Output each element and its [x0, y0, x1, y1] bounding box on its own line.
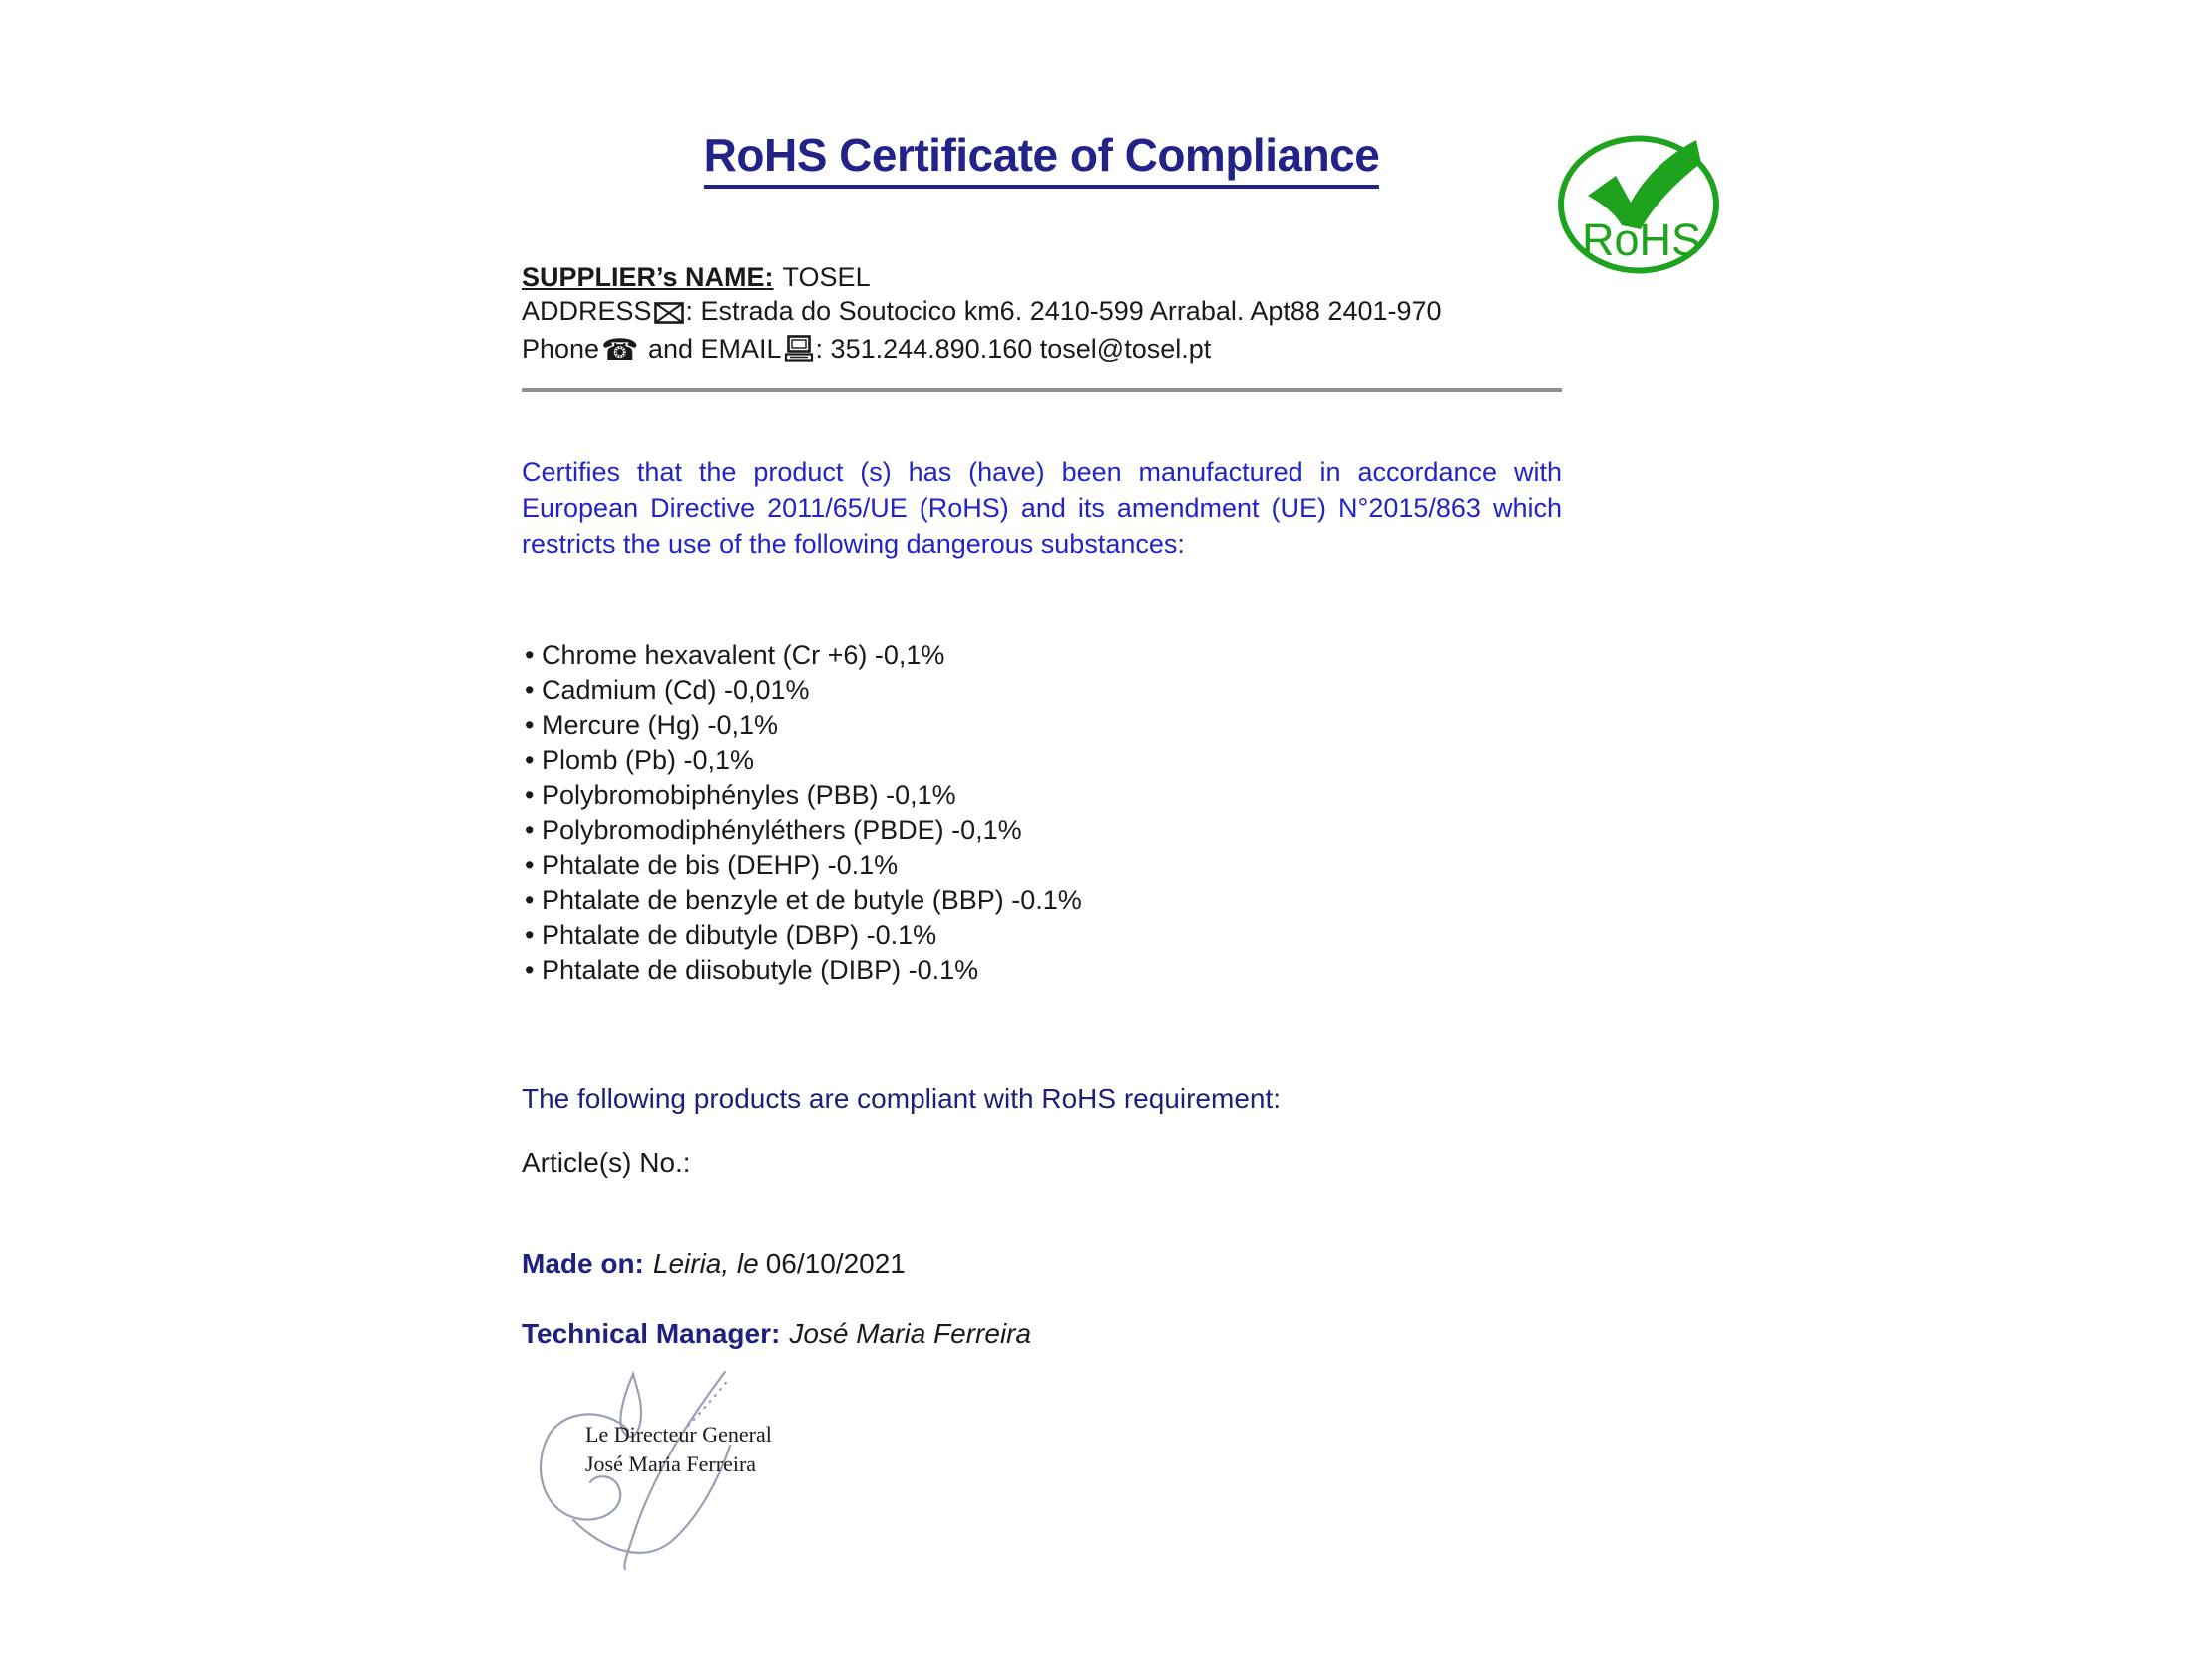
supplier-contact-row [522, 332, 1562, 370]
contact-value: : 351.244.890.160 tosel@tosel.pt [815, 334, 1212, 364]
page-title: RoHS Certificate of Compliance [704, 128, 1380, 189]
supplier-name-row [522, 260, 1562, 294]
rohs-logo [1556, 130, 1727, 281]
address-label: ADDRESS [522, 296, 652, 326]
supplier-address-row [522, 294, 1562, 332]
substance-item: • Cadmium (Cd) -0,01% [525, 673, 1565, 708]
substance-item: • Chrome hexavalent (Cr +6) -0,1% [525, 638, 1565, 673]
made-on-label: Made on: [522, 1248, 644, 1279]
supplier-name-label: SUPPLIER’s NAME: [522, 262, 774, 292]
envelope-icon [654, 298, 684, 332]
phone-label: Phone [522, 334, 600, 364]
substance-item: • Phtalate de bis (DEHP) -0.1% [525, 848, 1565, 883]
substance-item: • Phtalate de benzyle et de butyle (BBP) -0.1% [525, 883, 1565, 918]
section-divider [522, 388, 1562, 392]
articles-label: Article(s) No.: [522, 1147, 691, 1178]
made-on-row [522, 1248, 1562, 1280]
title-row [522, 128, 1562, 189]
signature [534, 1370, 803, 1584]
supplier-name-value: TOSEL [782, 262, 871, 292]
compliance-statement: The following products are compliant with RoHS requirement: [522, 1083, 1282, 1114]
substance-item: • Mercure (Hg) -0,1% [525, 708, 1565, 743]
rohs-logo-graphic [1556, 130, 1727, 281]
supplier-block [522, 260, 1562, 370]
substance-item: • Polybromobiphényles (PBB) -0,1% [525, 778, 1565, 813]
made-on-place: Leiria, le [652, 1248, 759, 1279]
substance-item: • Plomb (Pb) -0,1% [525, 743, 1565, 778]
technical-manager-label: Technical Manager: [522, 1318, 781, 1349]
signature-title-line: Le Directeur General [585, 1422, 772, 1447]
technical-manager-name: José Maria Ferreira [789, 1318, 1032, 1349]
rohs-logo-label: RoHS [1581, 214, 1702, 265]
address-value: : Estrada do Soutocico km6. 2410-599 Arrabal. Apt88 2401-970 [685, 296, 1442, 326]
phone-icon: ☎ [601, 333, 639, 368]
email-label: and EMAIL [647, 334, 782, 364]
made-on-date: 06/10/2021 [765, 1248, 906, 1279]
technical-manager-row [522, 1318, 1562, 1350]
substances-list [525, 638, 1565, 988]
substance-item: • Phtalate de diisobutyle (DIBP) -0.1% [525, 953, 1565, 988]
signature-name-line: José Maria Ferreira [585, 1452, 757, 1476]
certification-statement: Certifies that the product (s) has (have) been manufactured in accordance with European Directive 2011/65/UE (RoHS) and its amendment (UE) N°2015/863 which restricts the use of the following dangerous substances: [522, 457, 1562, 559]
substance-item: • Polybromodiphényléthers (PBDE) -0,1% [525, 813, 1565, 848]
computer-icon [784, 335, 814, 370]
substance-item: • Phtalate de dibutyle (DBP) -0.1% [525, 918, 1565, 953]
